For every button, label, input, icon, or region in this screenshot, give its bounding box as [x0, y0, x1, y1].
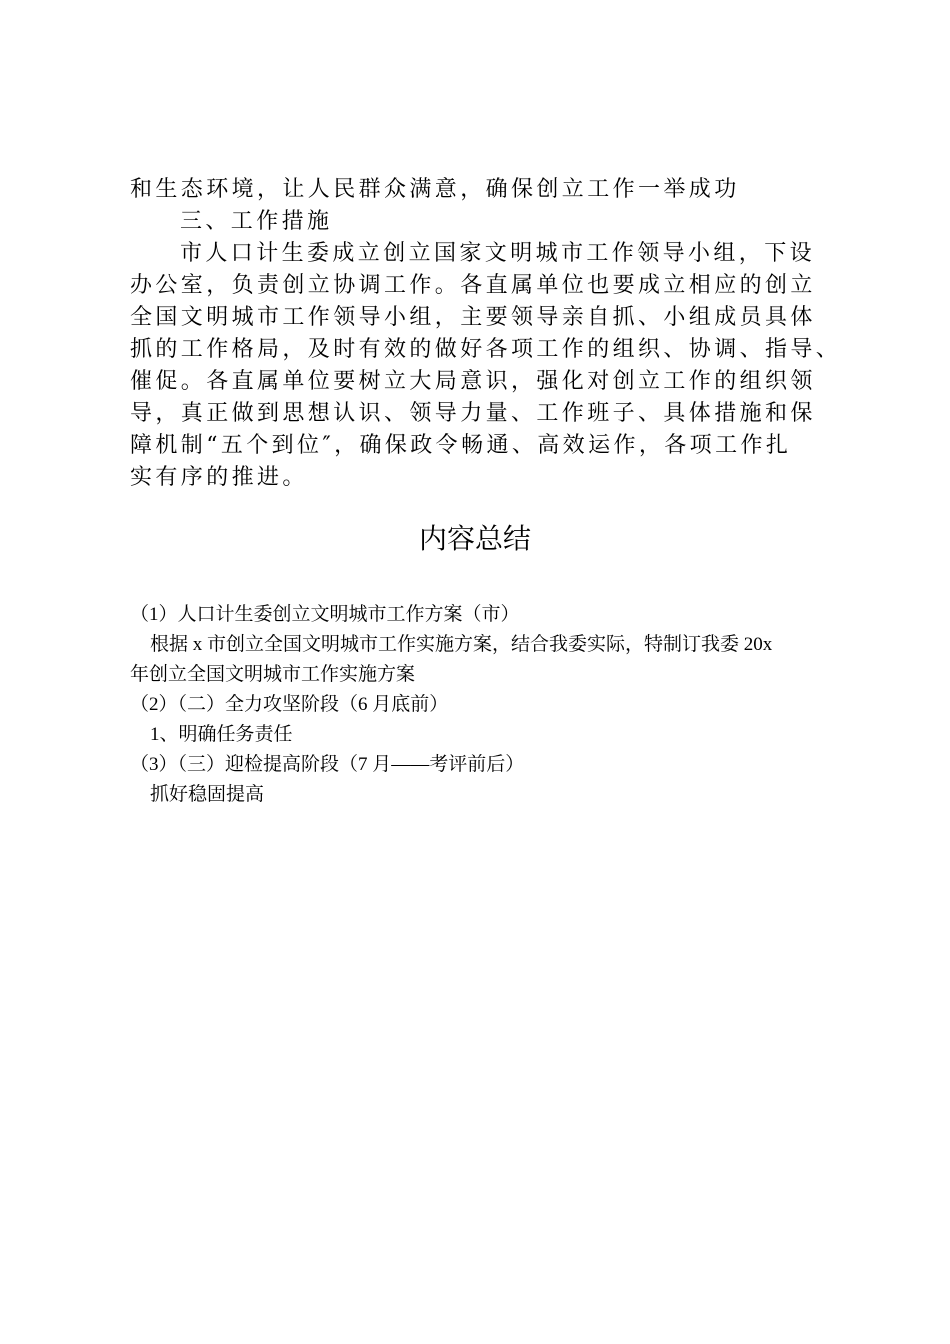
summary-title: 内容总结 [418, 524, 531, 555]
paragraph-line: 实有序的推进。 [130, 465, 308, 490]
summary-item-line: 年创立全国文明城市工作实施方案 [130, 664, 416, 685]
section-heading: 三、工作措施 [180, 209, 333, 234]
paragraph-line: 抓的工作格局，及时有效的做好各项工作的组织、协调、指导、 [130, 337, 842, 362]
summary-item-line: 抓好稳固提高 [150, 784, 265, 805]
paragraph-line: 障机制“五个到位″，确保政令畅通、高效运作，各项工作扎 [130, 433, 792, 458]
paragraph-line: 导，真正做到思想认识、领导力量、工作班子、具体措施和保 [130, 401, 816, 426]
body-text [130, 174, 840, 494]
body-first-line: 和生态环境，让人民群众满意，确保创立工作一举成功 [130, 177, 740, 202]
paragraph-line: 催促。各直属单位要树立大局意识，强化对创立工作的组织领 [130, 369, 816, 394]
paragraph-line: 市人口计生委成立创立国家文明城市工作领导小组，下设 [180, 241, 816, 266]
summary-item-heading: （3）（三）迎检提高阶段（7 月——考评前后） [130, 754, 525, 775]
summary-item-line: 1、明确任务责任 [150, 724, 293, 745]
summary-item-line: 根据 x 市创立全国文明城市工作实施方案，结合我委实际，特制订我委 20x [150, 634, 773, 655]
summary-item-heading: （1）人口计生委创立文明城市工作方案（市） [130, 604, 520, 625]
summary-section [130, 600, 850, 810]
summary-item-heading: （2）（二）全力攻坚阶段（6 月底前） [130, 694, 449, 715]
paragraph-line: 全国文明城市工作领导小组，主要领导亲自抓、小组成员具体 [130, 305, 816, 330]
paragraph-line: 办公室，负责创立协调工作。各直属单位也要成立相应的创立 [130, 273, 816, 298]
